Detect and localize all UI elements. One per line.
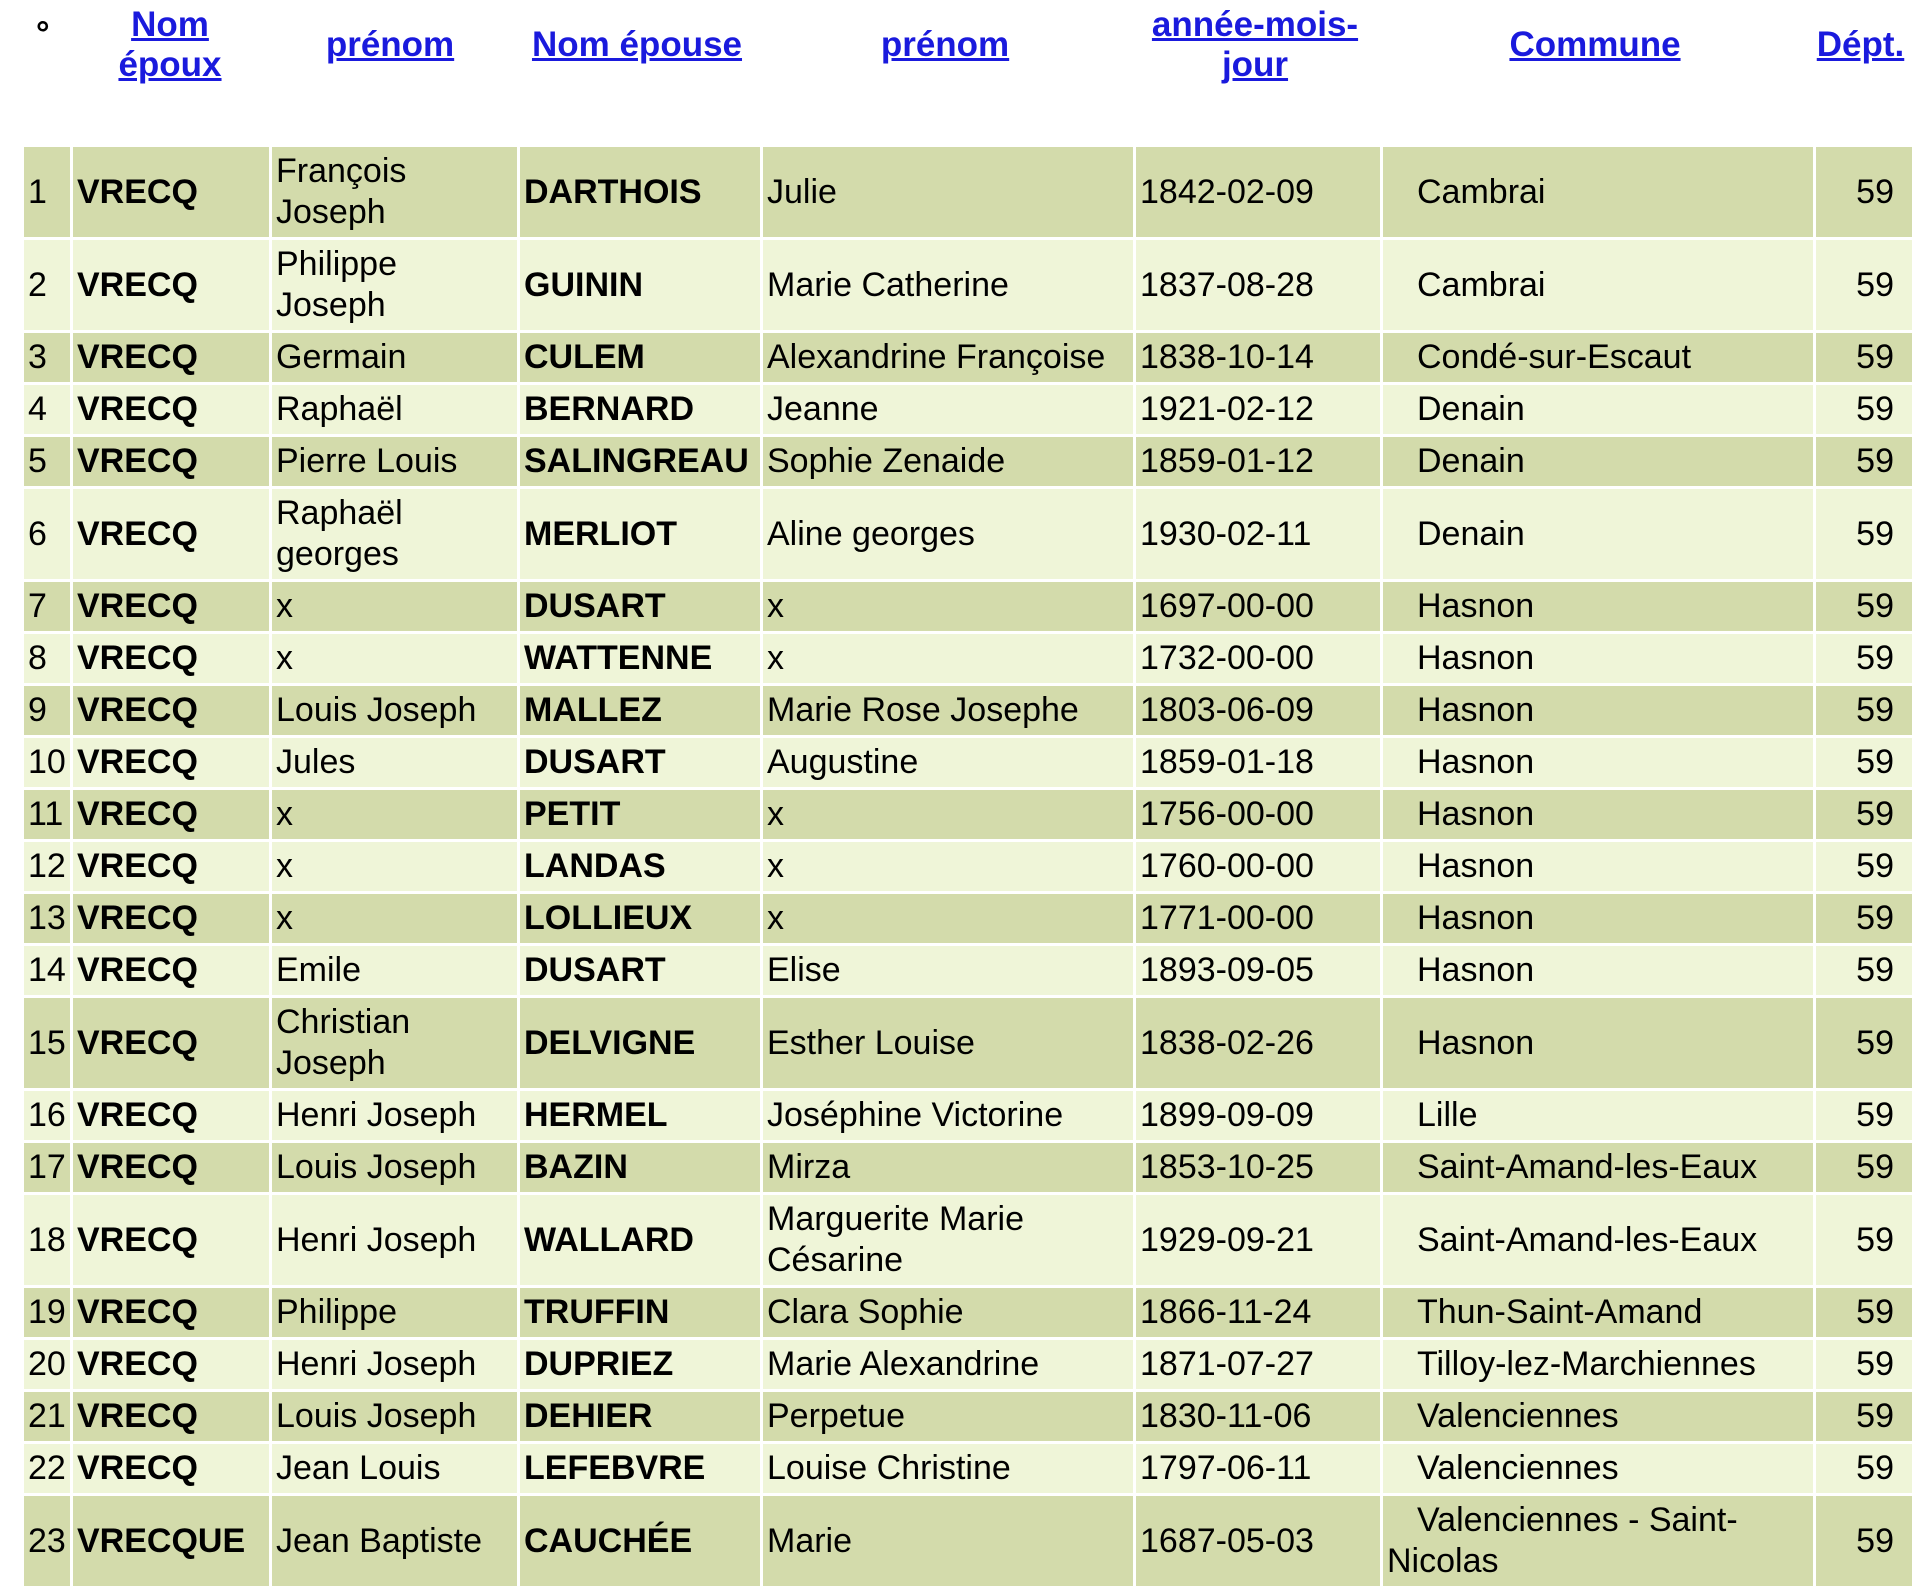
marriage-date: 1893-09-05 <box>1136 946 1380 995</box>
row-number: 11 <box>24 790 70 839</box>
marriage-date: 1803-06-09 <box>1136 686 1380 735</box>
husband-firstname: Pierre Louis <box>272 437 517 486</box>
commune-cell: Tilloy-lez-Marchiennes <box>1383 1340 1813 1389</box>
row-number: 9 <box>24 686 70 735</box>
husband-surname: VRECQ <box>73 1392 269 1441</box>
row-number: 19 <box>24 1288 70 1337</box>
table-row <box>24 1288 1912 1337</box>
table-row <box>24 842 1912 891</box>
wife-firstname: Augustine <box>763 738 1133 787</box>
wife-firstname: Louise Christine <box>763 1444 1133 1493</box>
wife-surname: DELVIGNE <box>520 998 760 1088</box>
dept-cell: 59 <box>1816 240 1912 330</box>
dept-cell: 59 <box>1816 582 1912 631</box>
wife-firstname: Elise <box>763 946 1133 995</box>
husband-firstname: Louis Joseph <box>272 1143 517 1192</box>
husband-firstname: x <box>272 582 517 631</box>
husband-firstname: Jean Louis <box>272 1444 517 1493</box>
husband-surname: VRECQ <box>73 998 269 1088</box>
husband-surname: VRECQUE <box>73 1496 269 1586</box>
marriage-date: 1830-11-06 <box>1136 1392 1380 1441</box>
wife-firstname: Marguerite Marie Césarine <box>763 1195 1133 1285</box>
table-row <box>24 998 1912 1088</box>
row-number: 6 <box>24 489 70 579</box>
husband-firstname: x <box>272 894 517 943</box>
husband-firstname: Jules <box>272 738 517 787</box>
wife-surname: GUININ <box>520 240 760 330</box>
table-row <box>24 147 1912 237</box>
table-row <box>24 894 1912 943</box>
commune-cell: Saint-Amand-les-Eaux <box>1383 1143 1813 1192</box>
husband-firstname: Christian Joseph <box>272 998 517 1088</box>
wife-surname: TRUFFIN <box>520 1288 760 1337</box>
wife-firstname: Joséphine Victorine <box>763 1091 1133 1140</box>
wife-firstname: Marie Alexandrine <box>763 1340 1133 1389</box>
marriage-date: 1687-05-03 <box>1136 1496 1380 1586</box>
commune-cell: Hasnon <box>1383 946 1813 995</box>
wife-firstname: Clara Sophie <box>763 1288 1133 1337</box>
dept-cell: 59 <box>1816 946 1912 995</box>
row-number: 7 <box>24 582 70 631</box>
dept-cell: 59 <box>1816 1143 1912 1192</box>
commune-cell: Valenciennes <box>1383 1392 1813 1441</box>
dept-cell: 59 <box>1816 489 1912 579</box>
husband-firstname: Henri Joseph <box>272 1340 517 1389</box>
husband-firstname: x <box>272 790 517 839</box>
marriage-date: 1771-00-00 <box>1136 894 1380 943</box>
wife-firstname: Marie Rose Josephe <box>763 686 1133 735</box>
degree-header: ° <box>36 15 50 53</box>
marriage-date: 1797-06-11 <box>1136 1444 1380 1493</box>
husband-surname: VRECQ <box>73 946 269 995</box>
husband-firstname: Emile <box>272 946 517 995</box>
husband-firstname: Raphaël <box>272 385 517 434</box>
marriage-date: 1697-00-00 <box>1136 582 1380 631</box>
dept-cell: 59 <box>1816 385 1912 434</box>
dept-cell: 59 <box>1816 1340 1912 1389</box>
husband-surname: VRECQ <box>73 437 269 486</box>
row-number: 3 <box>24 333 70 382</box>
husband-firstname: Raphaël georges <box>272 489 517 579</box>
dept-cell: 59 <box>1816 1444 1912 1493</box>
wife-surname: LEFEBVRE <box>520 1444 760 1493</box>
row-number: 17 <box>24 1143 70 1192</box>
table-row <box>24 437 1912 486</box>
wife-firstname: Marie <box>763 1496 1133 1586</box>
row-number: 12 <box>24 842 70 891</box>
wife-firstname: Marie Catherine <box>763 240 1133 330</box>
husband-surname: VRECQ <box>73 385 269 434</box>
commune-cell: Hasnon <box>1383 582 1813 631</box>
table-row <box>24 634 1912 683</box>
commune-cell: Hasnon <box>1383 738 1813 787</box>
table-row <box>24 1496 1912 1586</box>
husband-surname: VRECQ <box>73 1340 269 1389</box>
sort-link-prenom-epouse[interactable]: prénom <box>880 25 1010 64</box>
commune-cell: Thun-Saint-Amand <box>1383 1288 1813 1337</box>
husband-firstname: François Joseph <box>272 147 517 237</box>
wife-surname: LANDAS <box>520 842 760 891</box>
row-number: 5 <box>24 437 70 486</box>
marriage-date: 1859-01-12 <box>1136 437 1380 486</box>
husband-surname: VRECQ <box>73 894 269 943</box>
dept-cell: 59 <box>1816 738 1912 787</box>
marriage-date: 1842-02-09 <box>1136 147 1380 237</box>
wife-surname: BAZIN <box>520 1143 760 1192</box>
marriage-date: 1837-08-28 <box>1136 240 1380 330</box>
wife-surname: SALINGREAU <box>520 437 760 486</box>
dept-cell: 59 <box>1816 790 1912 839</box>
dept-cell: 59 <box>1816 437 1912 486</box>
marriage-date: 1756-00-00 <box>1136 790 1380 839</box>
row-number: 8 <box>24 634 70 683</box>
dept-cell: 59 <box>1816 894 1912 943</box>
marriage-date: 1859-01-18 <box>1136 738 1380 787</box>
wife-surname: BERNARD <box>520 385 760 434</box>
commune-cell: Condé-sur-Escaut <box>1383 333 1813 382</box>
wife-firstname: x <box>763 634 1133 683</box>
wife-surname: DUSART <box>520 582 760 631</box>
husband-surname: VRECQ <box>73 842 269 891</box>
husband-firstname: Philippe <box>272 1288 517 1337</box>
marriage-date: 1838-10-14 <box>1136 333 1380 382</box>
commune-cell: Denain <box>1383 437 1813 486</box>
husband-surname: VRECQ <box>73 634 269 683</box>
husband-surname: VRECQ <box>73 738 269 787</box>
row-number: 13 <box>24 894 70 943</box>
table-row <box>24 790 1912 839</box>
husband-surname: VRECQ <box>73 1195 269 1285</box>
wife-surname: WALLARD <box>520 1195 760 1285</box>
sort-link-dept[interactable]: Dépt. <box>1816 25 1905 64</box>
wife-surname: DUPRIEZ <box>520 1340 760 1389</box>
wife-surname: MERLIOT <box>520 489 760 579</box>
wife-surname: MALLEZ <box>520 686 760 735</box>
table-row <box>24 1091 1912 1140</box>
husband-surname: VRECQ <box>73 1091 269 1140</box>
marriage-date: 1853-10-25 <box>1136 1143 1380 1192</box>
row-number: 22 <box>24 1444 70 1493</box>
table-row <box>24 946 1912 995</box>
husband-surname: VRECQ <box>73 1143 269 1192</box>
wife-firstname: Julie <box>763 147 1133 237</box>
dept-cell: 59 <box>1816 686 1912 735</box>
husband-firstname: x <box>272 842 517 891</box>
commune-cell: Hasnon <box>1383 894 1813 943</box>
husband-firstname: Jean Baptiste <box>272 1496 517 1586</box>
husband-firstname: Philippe Joseph <box>272 240 517 330</box>
marriage-date: 1866-11-24 <box>1136 1288 1380 1337</box>
table-row <box>24 240 1912 330</box>
husband-firstname: Henri Joseph <box>272 1091 517 1140</box>
commune-cell: Hasnon <box>1383 634 1813 683</box>
row-number: 21 <box>24 1392 70 1441</box>
row-number: 20 <box>24 1340 70 1389</box>
table-row <box>24 1195 1912 1285</box>
husband-firstname: Louis Joseph <box>272 686 517 735</box>
husband-surname: VRECQ <box>73 489 269 579</box>
wife-surname: CULEM <box>520 333 760 382</box>
commune-cell: Hasnon <box>1383 686 1813 735</box>
dept-cell: 59 <box>1816 842 1912 891</box>
commune-cell: Denain <box>1383 385 1813 434</box>
sort-link-commune[interactable]: Commune <box>1509 25 1681 64</box>
marriage-date: 1930-02-11 <box>1136 489 1380 579</box>
wife-firstname: x <box>763 790 1133 839</box>
husband-firstname: Henri Joseph <box>272 1195 517 1285</box>
row-number: 14 <box>24 946 70 995</box>
wife-surname: WATTENNE <box>520 634 760 683</box>
row-number: 15 <box>24 998 70 1088</box>
commune-cell: Saint-Amand-les-Eaux <box>1383 1195 1813 1285</box>
wife-surname: DARTHOIS <box>520 147 760 237</box>
row-number: 2 <box>24 240 70 330</box>
marriage-date: 1899-09-09 <box>1136 1091 1380 1140</box>
table-row <box>24 1392 1912 1441</box>
wife-firstname: Aline georges <box>763 489 1133 579</box>
husband-surname: VRECQ <box>73 582 269 631</box>
husband-firstname: x <box>272 634 517 683</box>
wife-firstname: Mirza <box>763 1143 1133 1192</box>
commune-cell: Denain <box>1383 489 1813 579</box>
husband-surname: VRECQ <box>73 686 269 735</box>
husband-surname: VRECQ <box>73 147 269 237</box>
row-number: 18 <box>24 1195 70 1285</box>
table-row <box>24 385 1912 434</box>
dept-cell: 59 <box>1816 634 1912 683</box>
wife-surname: LOLLIEUX <box>520 894 760 943</box>
table-row <box>24 1340 1912 1389</box>
row-number: 10 <box>24 738 70 787</box>
wife-firstname: Perpetue <box>763 1392 1133 1441</box>
commune-cell: Hasnon <box>1383 790 1813 839</box>
wife-surname: CAUCHÉE <box>520 1496 760 1586</box>
column-header-bar <box>0 0 1913 110</box>
wife-surname: DUSART <box>520 946 760 995</box>
marriage-date: 1838-02-26 <box>1136 998 1380 1088</box>
row-number: 4 <box>24 385 70 434</box>
wife-firstname: x <box>763 842 1133 891</box>
wife-firstname: x <box>763 582 1133 631</box>
dept-cell: 59 <box>1816 1195 1912 1285</box>
table-row <box>24 582 1912 631</box>
dept-cell: 59 <box>1816 1496 1912 1586</box>
husband-surname: VRECQ <box>73 1444 269 1493</box>
table-body <box>24 147 1912 1586</box>
wife-firstname: Esther Louise <box>763 998 1133 1088</box>
table-row <box>24 686 1912 735</box>
table-row <box>24 1444 1912 1493</box>
dept-cell: 59 <box>1816 1392 1912 1441</box>
wife-firstname: Jeanne <box>763 385 1133 434</box>
dept-cell: 59 <box>1816 147 1912 237</box>
husband-firstname: Germain <box>272 333 517 382</box>
marriage-date: 1871-07-27 <box>1136 1340 1380 1389</box>
wife-firstname: Sophie Zenaide <box>763 437 1133 486</box>
dept-cell: 59 <box>1816 1091 1912 1140</box>
marriage-table <box>21 144 1913 1589</box>
dept-cell: 59 <box>1816 1288 1912 1337</box>
wife-firstname: Alexandrine Françoise <box>763 333 1133 382</box>
commune-cell: Cambrai <box>1383 240 1813 330</box>
table-row <box>24 738 1912 787</box>
marriage-date: 1921-02-12 <box>1136 385 1380 434</box>
commune-cell: Hasnon <box>1383 842 1813 891</box>
wife-surname: HERMEL <box>520 1091 760 1140</box>
wife-surname: DEHIER <box>520 1392 760 1441</box>
wife-surname: DUSART <box>520 738 760 787</box>
husband-firstname: Louis Joseph <box>272 1392 517 1441</box>
commune-cell: Hasnon <box>1383 998 1813 1088</box>
table-row <box>24 489 1912 579</box>
marriage-date: 1760-00-00 <box>1136 842 1380 891</box>
husband-surname: VRECQ <box>73 790 269 839</box>
row-number: 1 <box>24 147 70 237</box>
dept-cell: 59 <box>1816 333 1912 382</box>
row-number: 23 <box>24 1496 70 1586</box>
commune-cell: Cambrai <box>1383 147 1813 237</box>
marriage-date: 1929-09-21 <box>1136 1195 1380 1285</box>
commune-cell: Valenciennes - Saint-Nicolas <box>1383 1496 1813 1586</box>
commune-cell: Lille <box>1383 1091 1813 1140</box>
table-row <box>24 333 1912 382</box>
wife-firstname: x <box>763 894 1133 943</box>
wife-surname: PETIT <box>520 790 760 839</box>
row-number: 16 <box>24 1091 70 1140</box>
sort-link-nom-epoux[interactable]: Nom époux <box>118 5 222 84</box>
husband-surname: VRECQ <box>73 1288 269 1337</box>
table-row <box>24 1143 1912 1192</box>
commune-cell: Valenciennes <box>1383 1444 1813 1493</box>
sort-link-nom-epouse[interactable]: Nom épouse <box>531 25 743 64</box>
dept-cell: 59 <box>1816 998 1912 1088</box>
husband-surname: VRECQ <box>73 240 269 330</box>
husband-surname: VRECQ <box>73 333 269 382</box>
marriage-date: 1732-00-00 <box>1136 634 1380 683</box>
sort-link-date[interactable]: année-mois- jour <box>1151 5 1359 84</box>
sort-link-prenom-epoux[interactable]: prénom <box>325 25 455 64</box>
